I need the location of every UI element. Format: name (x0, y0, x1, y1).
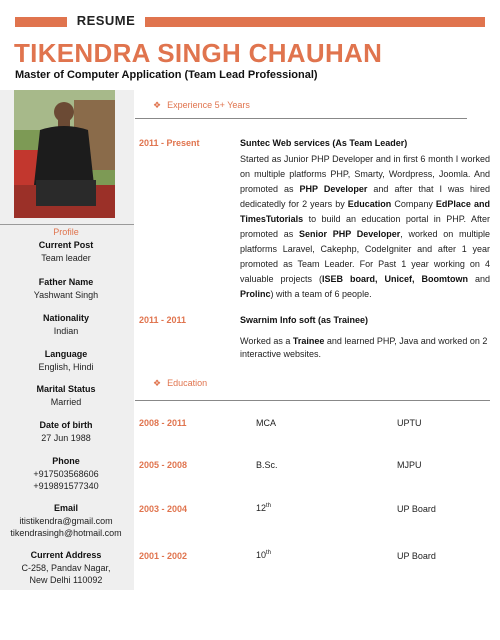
diamond-bullet-icon: ❖ (153, 378, 162, 388)
info-language (0, 348, 132, 373)
edu-degree-text: 12 (256, 503, 267, 513)
text-run: and (467, 274, 490, 284)
edu-degree (256, 460, 278, 470)
info-label: Date of birth (39, 420, 93, 430)
text-run: and learned PHP, Java and worked on 2 interactive websites. (240, 336, 488, 359)
job-title: Suntec Web services (As Team Leader) (240, 138, 408, 148)
bold-text-run: Trainee (292, 336, 325, 346)
candidate-name: TIKENDRA SINGH CHAUHAN (14, 38, 383, 68)
header-accent-bar-right (145, 17, 485, 27)
edu-dates: 2001 - 2002 (139, 551, 188, 561)
edu-dates: 2005 - 2008 (139, 460, 188, 470)
bold-text-run: EdPlace and TimesTutorials (240, 199, 490, 224)
experience-heading-text: Experience 5+ Years (167, 100, 250, 110)
text-run: Worked as a (240, 336, 293, 346)
text-run: , worked on multiple platforms Laravel, Cakephp, CodeIgniter and after 1 year promoted as Team Leader. For Past 1 year working on 4 valuable projects ( (240, 229, 490, 284)
edu-dates: 2003 - 2004 (139, 504, 188, 514)
info-label: Current Post (38, 240, 94, 250)
experience-heading (153, 100, 250, 111)
job-description (240, 152, 490, 302)
edu-board: UP Board (397, 504, 436, 514)
info-value: New Delhi 110092 (29, 575, 103, 585)
info-father-name (0, 276, 132, 301)
info-value: 27 Jun 1988 (41, 432, 91, 443)
info-label: Phone (52, 456, 80, 466)
education-heading-text: Education (167, 378, 208, 388)
info-label: Current Address (30, 550, 102, 560)
education-heading (153, 378, 207, 389)
bold-text-run: Senior PHP Developer (298, 229, 401, 239)
job-dates: 2011 - 2011 (139, 315, 187, 325)
edu-board: MJPU (397, 460, 422, 470)
info-marital-status (0, 383, 132, 408)
edu-board: UPTU (397, 418, 422, 428)
edu-degree-text: 10 (256, 550, 267, 560)
header-accent-bar-left (15, 17, 67, 27)
education-divider (135, 400, 490, 401)
bold-text-run: ISEB board, Unicef, Boomtown (322, 274, 468, 284)
info-label: Email (53, 503, 78, 513)
text-run: and after that I was hired dedicatedly for 2 years by (240, 184, 491, 209)
text-run: Started as Junior PHP Developer and in first 6 month I worked on multiple platforms PHP, Smarty, Wordpress, Joomla. And promoted as (240, 154, 490, 194)
info-current-address (0, 549, 132, 587)
text-run: ) with a team of 6 people. (270, 289, 372, 299)
info-value: English, Hindi (38, 361, 94, 372)
info-date-of-birth (0, 419, 132, 444)
edu-degree (256, 503, 271, 513)
info-nationality (0, 312, 132, 337)
info-value: Yashwant Singh (33, 289, 99, 300)
edu-board: UP Board (397, 551, 436, 561)
info-value: Indian (53, 325, 79, 336)
bold-text-run: PHP Developer (299, 184, 368, 194)
edu-degree (256, 550, 271, 560)
job-title: Swarnim Info soft (as Trainee) (240, 315, 369, 325)
info-value: +919891577340 (33, 481, 99, 491)
text-run: to build an education portal in PHP. After promoted as (240, 214, 490, 239)
edu-degree-text: MCA (256, 418, 276, 428)
info-value: Married (50, 396, 82, 407)
profile-photo (14, 90, 115, 218)
info-value: itistikendra@gmail.com (19, 515, 113, 526)
info-value: Team leader (41, 252, 91, 263)
info-value: tikendrasingh@hotmail.com (10, 528, 122, 538)
experience-divider (135, 118, 467, 119)
bold-text-run: Education (347, 199, 392, 209)
edu-degree-sup: th (266, 550, 272, 556)
edu-degree-sup: th (266, 503, 272, 509)
info-value: +917503568606 (33, 468, 99, 479)
job-dates: 2011 - Present (139, 138, 200, 148)
photo-divider (0, 224, 134, 225)
info-current-post (0, 239, 132, 264)
job-description (240, 335, 490, 361)
text-run: Company (391, 199, 436, 209)
info-label: Nationality (42, 313, 89, 323)
profile-label: Profile (53, 227, 79, 237)
info-label: Marital Status (36, 384, 96, 394)
info-email (0, 502, 132, 540)
candidate-subtitle: Master of Computer Application (Team Lead Professional) (15, 69, 318, 81)
edu-degree-text: B.Sc. (256, 460, 278, 470)
info-value: C-258, Pandav Nagar, (21, 562, 111, 573)
info-phone (0, 455, 132, 493)
info-label: Father Name (38, 277, 94, 287)
edu-dates: 2008 - 2011 (139, 418, 187, 428)
diamond-bullet-icon: ❖ (153, 100, 162, 110)
bold-text-run: Prolinc (240, 289, 271, 299)
resume-label: RESUME (76, 13, 136, 28)
edu-degree (256, 418, 276, 428)
info-label: Language (44, 349, 88, 359)
